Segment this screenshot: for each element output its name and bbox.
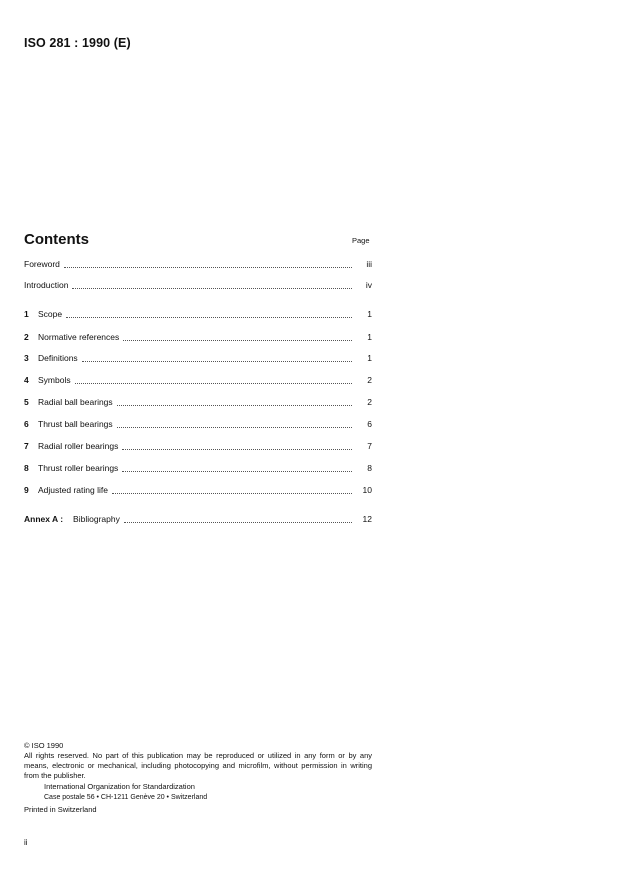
toc-entry-page: 1 [367,309,372,319]
printed-in: Printed in Switzerland [24,805,97,814]
rights-notice: All rights reserved. No part of this publication may be reproduced or utilized in any form or by any means, electronic or mechanical, including photocopying and microfilm, without permission in writing from the publisher. [24,751,372,780]
toc-entry-number: 7 [24,441,29,451]
organization-name: International Organization for Standardization [44,782,195,791]
toc-entry-9 [24,484,372,496]
toc-entry-1 [24,308,372,320]
organization-address: Case postale 56 • CH-1211 Genève 20 • Switzerland [44,794,208,801]
toc-entry-foreword [24,258,372,270]
toc-leader-dots [124,521,352,523]
toc-entry-annex-a [24,513,372,525]
toc-entry-number: 3 [24,353,29,363]
toc-entry-8 [24,462,372,474]
toc-leader-dots [123,339,352,341]
toc-entry-number: 1 [24,309,29,319]
toc-leader-dots [82,360,352,362]
toc-entry-title: Radial ball bearings [38,397,113,407]
toc-leader-dots [72,287,352,289]
toc-entry-3 [24,352,372,364]
toc-leader-dots [122,448,352,450]
toc-entry-number: Annex A : [24,514,64,524]
toc-entry-page: 2 [367,397,372,407]
toc-entry-7 [24,440,372,452]
toc-leader-dots [112,492,352,494]
toc-entry-title: Bibliography [73,514,120,524]
toc-entry-introduction [24,279,372,291]
contents-heading: Contents [24,231,89,248]
toc-entry-title: Adjusted rating life [38,485,108,495]
copyright-line: © ISO 1990 [24,741,64,750]
toc-entry-page: 12 [362,514,372,524]
toc-entry-number: 2 [24,332,29,342]
toc-entry-number: 8 [24,463,29,473]
toc-entry-page: 2 [367,375,372,385]
toc-entry-5 [24,396,372,408]
toc-entry-6 [24,418,372,430]
document-id: ISO 281 : 1990 (E) [24,36,131,50]
toc-leader-dots [117,426,352,428]
toc-entry-title: Normative references [38,332,120,342]
toc-leader-dots [75,382,352,384]
toc-entry-number: 5 [24,397,29,407]
toc-entry-page: 1 [367,332,372,342]
toc-entry-2 [24,331,372,343]
page-number: ii [24,838,28,847]
toc-entry-title: Radial roller bearings [38,441,119,451]
toc-entry-title: Thrust ball bearings [38,419,113,429]
toc-entry-title: Definitions [38,353,78,363]
toc-entry-page: iii [366,259,372,269]
toc-entry-title: Introduction [24,280,69,290]
toc-entry-page: iv [365,280,372,290]
toc-entry-page: 7 [367,441,372,451]
toc-entry-title: Scope [38,309,63,319]
toc-entry-page: 8 [367,463,372,473]
page-column-label: Page [352,236,370,245]
toc-leader-dots [66,316,352,318]
toc-entry-title: Symbols [38,375,71,385]
toc-entry-title: Thrust roller bearings [38,463,119,473]
toc-entry-title: Foreword [24,259,60,269]
toc-entry-page: 10 [362,485,372,495]
toc-entry-number: 4 [24,375,29,385]
toc-leader-dots [122,470,352,472]
toc-entry-number: 9 [24,485,29,495]
toc-leader-dots [64,266,352,268]
toc-entry-4 [24,374,372,386]
toc-entry-page: 6 [367,419,372,429]
toc-entry-number: 6 [24,419,29,429]
toc-leader-dots [117,404,352,406]
toc-entry-page: 1 [367,353,372,363]
